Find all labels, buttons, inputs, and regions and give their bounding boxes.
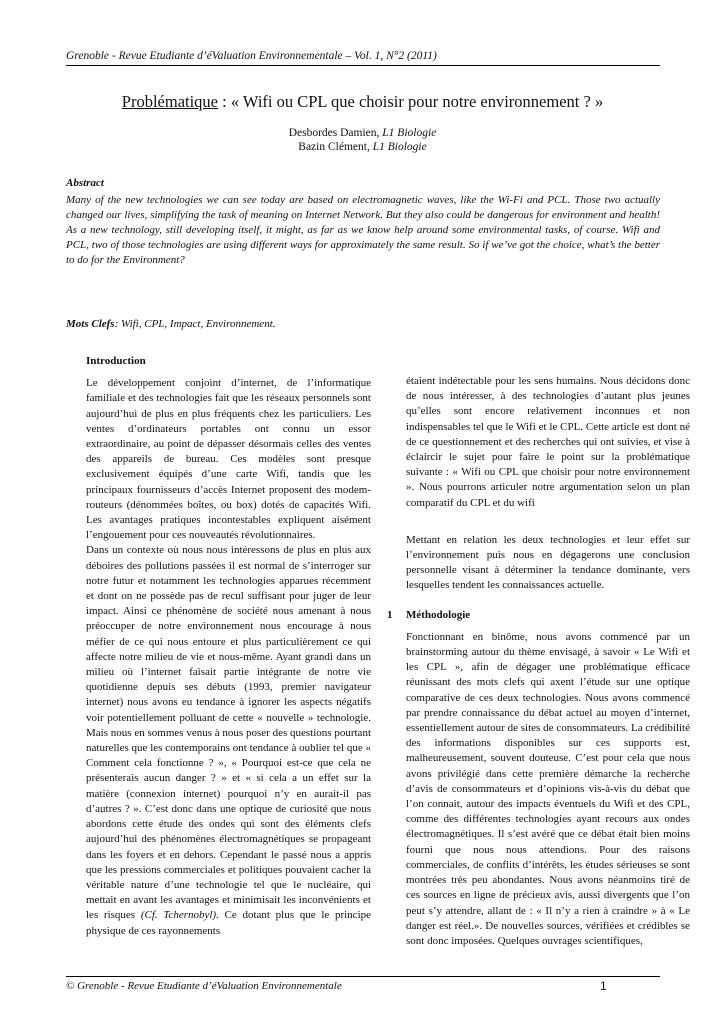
intro-paragraph-3: étaient indétectable pour les sens humains. Nous décidons donc de nous intéresser, à des technologies d’autant plus jeunes qu’elles sont encore relativement inconnues et non indispensables tel que le Wifi et le CPL. Cette article est dont né de ce questionnement et des recherches qui ont suivies, et vise à éclaircir le sujet pour faire le point sur la problématique suivante : « Wifi ou CPL que choisir pour notre environnement ». Nous pourrons articuler notre argumentation selon un plan comparatif du CPL et du wifi — [406, 375, 690, 509]
intro-paragraph-2 — [86, 543, 371, 938]
introduction-heading: Introduction — [86, 355, 146, 367]
intro-paragraph-1: Le développement conjoint d’internet, de l’informatique familiale et des technologies fait que les réseaux personnels sont aujourd’hui de plus en plus fréquents chez les particuliers. Les ventes d’ordinateurs portables ont connu un essor extraordinaire, au point de dépasser désormais celles des ventes des appareils de bureau. Ces modèles sont presque exclusivement équipés d’une carte Wifi, tandis que les principaux fournisseurs d’accès Internet proposent des modem-routeurs (dénommées boîtes, ou box) dotés de capacités Wifi. Les avantages pratiques incontestables expliquent aisément l’engouement pour ces nouveautés révolutionnaires. — [86, 377, 371, 542]
author-name: Desbordes Damien, — [288, 127, 383, 139]
section-title: Méthodologie — [406, 608, 471, 621]
page-number: 1 — [600, 979, 607, 993]
intro-paragraph-4: Mettant en relation les deux technologies et leur effet sur l’environnement puis nous en dégagerons une conclusion personnelle visant à déterminer la tendance dominante, vers lesquelles tendent les connaissances actuelle. — [406, 533, 690, 592]
article-title — [0, 92, 725, 112]
footer-divider — [66, 976, 660, 977]
intro-paragraph-2-end: Ce dotant plus que le principe physique de ces rayonnements — [86, 909, 372, 937]
abstract-text: Many of the new technologies we can see today are based on electromagnetic waves, like the Wi-Fi and PCL. Those two actually changed our lives, simplifying the task of meaning on Internet Network. But they also could be dangerous for environment and health! As a new technology, still developing itself, it might, as far as we know help around some environmental tasks, of course. Wifi and PCL, two of those technologies are using different ways for approximately the same result. So if we’ve got the choice, what’s the better to do for the Environment? — [66, 194, 660, 266]
left-column — [86, 354, 371, 939]
section-number: 1 — [387, 608, 393, 621]
author-1 — [0, 126, 725, 140]
authors — [0, 126, 725, 154]
keywords-label: Mots Clefs — [66, 318, 115, 330]
methodology-paragraph: Fonctionnant en binôme, nous avons commencé par un brainstorming autour du thème envisagé, à savoir « Le Wifi et les CPL », afin de dégager une problématique efficace réunissant des mots clefs qui axent l’étude sur une optique comparative de ces deux technologies. Nous avons commencé par prendre connaissance du débat actuel au moyen d’internet, essentiellement autour de sites de consommateurs. La crédibilité des informations disponibles sur ces supports est, malheureusement, souvent douteuse. C’est pour cela que nous avons privilégié dans cette première démarche la recherche d’avis de consommateurs et d’opinions vis-à-vis du débat que l’on connait, autour des impacts éventuels du Wifi et des CPL, comme des différentes technologies ayant recours aux ondes électromagnétiques. Il s’est avéré que ce débat était bien moins fourni que nous nous attendions. Pour des raisons commerciales, de conflits d’intérêts, les études sérieuses se sont montrées très peu abondantes. Nous avons néanmoins tiré de ces sources en ligne de précieux avis, aussi divergents que l’on peut s’y attendre, allant de : « Il n’y a rien à craindre » à « Le danger est réel.». De nouvelles sources, vérifiées et crédibles se sont donc imposées. Quelques ouvrages scientifiques, — [406, 630, 690, 947]
footer-text: © Grenoble - Revue Etudiante d’éValuation Environnementale — [66, 980, 342, 992]
author-name: Bazin Clément, — [298, 141, 373, 153]
intro-citation: (Cf. Tchernobyl). — [140, 909, 219, 922]
abstract-heading: Abstract — [66, 177, 104, 189]
title-question: : « Wifi ou CPL que choisir pour notre environnement ? » — [218, 92, 604, 111]
keywords-list: : Wifi, CPL, Impact, Environnement. — [114, 318, 276, 330]
section-gap — [406, 594, 690, 608]
intro-paragraph-2-text: Dans un contexte où nous nous intéressons de plus en plus aux déboires des pollutions passées il est normal de s’interroger sur notre futur et notamment les technologies apparues récemment et dont on ne possède pas de recul suffisant pour juger de leur impact. Ainsi ce phénomène de société nous amenant à nous préoccuper de notre environnement nous encourage à nous méfier de ce qui nous entoure et plus particulièrement ce qui affecte notre milieu de vie et nous-même. Ayant grandi dans un milieu où l’internet faisait partie intégrante de notre vie quotidienne depuis ses débuts (1993, premier navigateur internet) nous avons eu tendance à ignorer les aspects négatifs voir potentiellement polluant de cette « nouvelle » technologie. Mais nous en sommes venus à nous poser des questions pourtant naturelles que les contemporains ont tendance à oublier tel que « Comment cela fonctionne ? », « Pourquoi est-ce que cela ne présenterais aucun danger ? » et « si cela a un effet sur la matière (connexion internet) pourquoi n’y en aurait-il pas d’autres ? ». C’est donc dans une optique de curiosité que nous abordons cette étude des ondes qui sont des éléments clefs aujourd’hui des phénomènes électromagnétiques se propageant dans les foyers et en dehors. Cependant le passé nous a appris que les pressions commerciales et politiques pouvaient cacher la véritable nature d’une technologie tel que le nucléaire, qui mettait en avant les avantages et minimisait les inconvénients et les risques — [86, 544, 371, 922]
paragraph-gap — [406, 511, 690, 533]
right-column — [387, 374, 690, 949]
running-header: Grenoble - Revue Etudiante d’éValuation Environnementale – Vol. 1, N°2 (2011) — [66, 50, 660, 66]
methodology-heading — [387, 608, 690, 623]
author-affiliation: L1 Biologie — [382, 127, 437, 139]
author-2 — [0, 140, 725, 154]
keywords — [66, 318, 276, 330]
author-affiliation: L1 Biologie — [372, 141, 427, 153]
title-keyword: Problématique — [121, 92, 219, 111]
